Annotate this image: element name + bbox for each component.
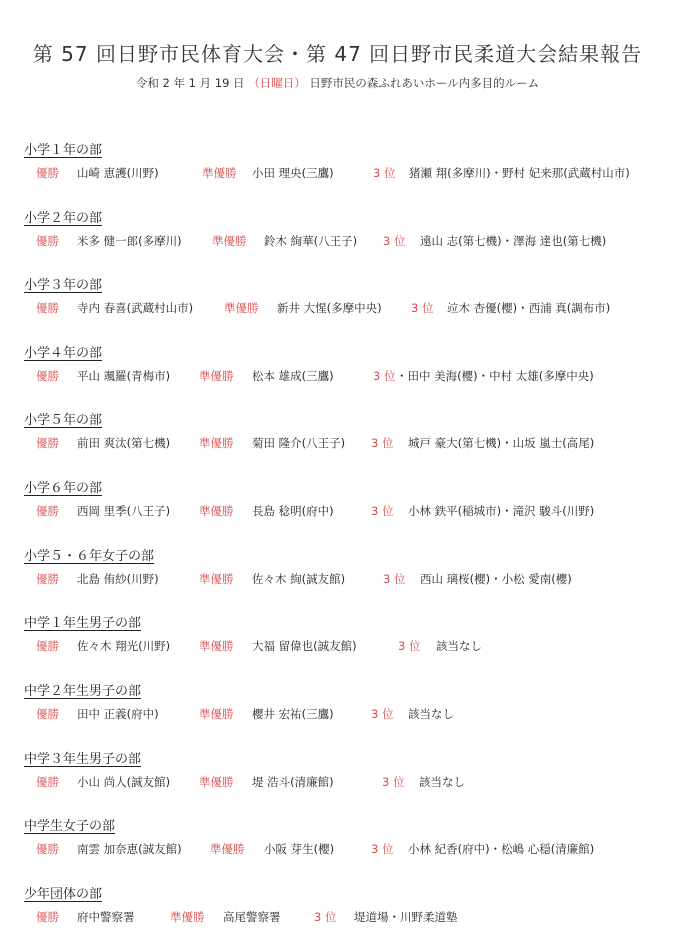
third-place-label: 3 位 <box>382 775 405 789</box>
result-row <box>24 434 664 452</box>
runner-up-name: 小阪 芽生(櫻) <box>264 842 335 856</box>
winner-label: 優勝 <box>36 910 59 924</box>
runner-up-label: 準優勝 <box>199 369 234 383</box>
section-title: 小学６年の部 <box>24 481 103 496</box>
result-row <box>24 908 664 926</box>
third-place-names: 竝木 杏優(櫻)・西浦 真(調布市) <box>447 301 611 315</box>
runner-up-name: 小田 理央(三鷹) <box>252 166 334 180</box>
runner-up-label: 準優勝 <box>202 166 237 180</box>
third-place-label: 3 位 <box>398 639 421 653</box>
result-row <box>24 502 664 520</box>
third-place-label: 3 位 <box>383 572 406 586</box>
winner-name: 山崎 恵護(川野) <box>77 166 159 180</box>
runner-up-name: 菊田 隆介(八王子) <box>252 436 346 450</box>
third-place-names: 城戸 豪大(第七機)・山坂 嵐士(高尾) <box>408 436 595 450</box>
page-title: 第 57 回日野市民体育大会・第 47 回日野市民柔道大会結果報告 <box>32 42 643 66</box>
runner-up-name: 高尾警察署 <box>223 910 281 924</box>
event-date: 令和 2 年 1 月 19 日 <box>135 76 249 90</box>
third-place-names: 西山 璃桜(櫻)・小松 愛南(櫻) <box>420 572 572 586</box>
third-place-label: 3 位 <box>371 842 394 856</box>
result-row <box>24 299 664 317</box>
runner-up-label: 準優勝 <box>170 910 205 924</box>
third-place-names: 該当なし <box>436 639 482 653</box>
winner-label: 優勝 <box>36 707 59 721</box>
result-row <box>24 367 664 385</box>
result-section <box>24 412 664 452</box>
runner-up-label: 準優勝 <box>210 842 245 856</box>
winner-label: 優勝 <box>36 639 59 653</box>
runner-up-label: 準優勝 <box>199 707 234 721</box>
winner-name: 小山 尚人(誠友館) <box>77 775 171 789</box>
runner-up-label: 準優勝 <box>199 504 234 518</box>
result-row <box>24 840 664 858</box>
section-title: 中学３年生男子の部 <box>24 752 142 767</box>
winner-name: 田中 正義(府中) <box>77 707 159 721</box>
result-section <box>24 548 664 588</box>
result-section <box>24 818 664 858</box>
third-place-label: 3 位 <box>383 234 406 248</box>
section-title: 中学１年生男子の部 <box>24 616 142 631</box>
result-section <box>24 615 664 655</box>
event-date-venue <box>0 75 675 91</box>
winner-name: 北島 侑紗(川野) <box>77 572 159 586</box>
result-section <box>24 345 664 385</box>
result-section <box>24 480 664 520</box>
third-place-names: 小林 紀香(府中)・松嶋 心穏(清廉館) <box>408 842 595 856</box>
runner-up-name: 鈴木 絢華(八王子) <box>264 234 358 248</box>
winner-name: 前田 爽汰(第七機) <box>77 436 171 450</box>
third-place-names: 猪瀬 翔(多摩川)・野村 妃来那(武蔵村山市) <box>409 166 630 180</box>
winner-label: 優勝 <box>36 572 59 586</box>
winner-label: 優勝 <box>36 775 59 789</box>
winner-label: 優勝 <box>36 369 59 383</box>
runner-up-name: 長島 稔明(府中) <box>252 504 334 518</box>
third-place-names: 該当なし <box>419 775 465 789</box>
winner-label: 優勝 <box>36 301 59 315</box>
runner-up-name: 佐々木 絢(誠友館) <box>252 572 346 586</box>
winner-name: 南雲 加奈恵(誠友館) <box>77 842 182 856</box>
result-row <box>24 164 664 182</box>
runner-up-label: 準優勝 <box>199 639 234 653</box>
third-place-names: ・田中 美海(櫻)・中村 太雄(多摩中央) <box>396 369 594 383</box>
runner-up-name: 大福 留偉也(誠友館) <box>252 639 357 653</box>
winner-name: 佐々木 翔光(川野) <box>77 639 171 653</box>
winner-name: 平山 颯羅(青梅市) <box>77 369 171 383</box>
event-venue: 日野市民の森ふれあいホール内多目的ルーム <box>305 76 540 90</box>
third-place-names: 堤道場・川野柔道塾 <box>354 910 458 924</box>
winner-label: 優勝 <box>36 166 59 180</box>
winner-label: 優勝 <box>36 842 59 856</box>
runner-up-name: 櫻井 宏祐(三鷹) <box>252 707 334 721</box>
winner-label: 優勝 <box>36 436 59 450</box>
result-section <box>24 886 664 926</box>
winner-name: 米多 健一郎(多摩川) <box>77 234 182 248</box>
event-weekday: （日曜日） <box>248 76 306 90</box>
result-section <box>24 142 664 182</box>
result-section <box>24 683 664 723</box>
third-place-label: 3 位 <box>371 436 394 450</box>
third-place-label: 3 位 <box>411 301 434 315</box>
section-title: 小学３年の部 <box>24 278 103 293</box>
section-title: 小学１年の部 <box>24 143 103 158</box>
runner-up-label: 準優勝 <box>212 234 247 248</box>
result-section <box>24 210 664 250</box>
winner-name: 寺内 春喜(武蔵村山市) <box>77 301 194 315</box>
section-title: 少年団体の部 <box>24 887 103 902</box>
runner-up-name: 新井 大惺(多摩中央) <box>277 301 382 315</box>
winner-label: 優勝 <box>36 234 59 248</box>
third-place-label: 3 位 <box>371 707 394 721</box>
section-title: 中学２年生男子の部 <box>24 684 142 699</box>
result-section <box>24 751 664 791</box>
section-title: 小学５年の部 <box>24 413 103 428</box>
result-row <box>24 232 664 250</box>
winner-name: 西岡 里季(八王子) <box>77 504 171 518</box>
runner-up-label: 準優勝 <box>199 436 234 450</box>
third-place-label: 3 位 <box>373 166 396 180</box>
winner-label: 優勝 <box>36 504 59 518</box>
winner-name: 府中警察署 <box>77 910 135 924</box>
section-title: 中学生女子の部 <box>24 819 116 834</box>
section-title: 小学５・６年女子の部 <box>24 549 155 564</box>
third-place-label: 3 位 <box>314 910 337 924</box>
result-row <box>24 773 664 791</box>
runner-up-label: 準優勝 <box>199 572 234 586</box>
result-row <box>24 637 664 655</box>
runner-up-name: 松本 雄成(三鷹) <box>252 369 334 383</box>
section-title: 小学２年の部 <box>24 211 103 226</box>
runner-up-name: 堤 浩斗(清廉館) <box>252 775 334 789</box>
runner-up-label: 準優勝 <box>199 775 234 789</box>
third-place-names: 小林 鉄平(稲城市)・滝沢 駿斗(川野) <box>408 504 595 518</box>
third-place-names: 該当なし <box>408 707 454 721</box>
third-place-label: 3 位 <box>371 504 394 518</box>
section-title: 小学４年の部 <box>24 346 103 361</box>
third-place-label: 3 位 <box>373 369 396 383</box>
third-place-names: 遠山 志(第七機)・澤海 達也(第七機) <box>420 234 607 248</box>
result-row <box>24 705 664 723</box>
result-row <box>24 570 664 588</box>
result-section <box>24 277 664 317</box>
runner-up-label: 準優勝 <box>224 301 259 315</box>
